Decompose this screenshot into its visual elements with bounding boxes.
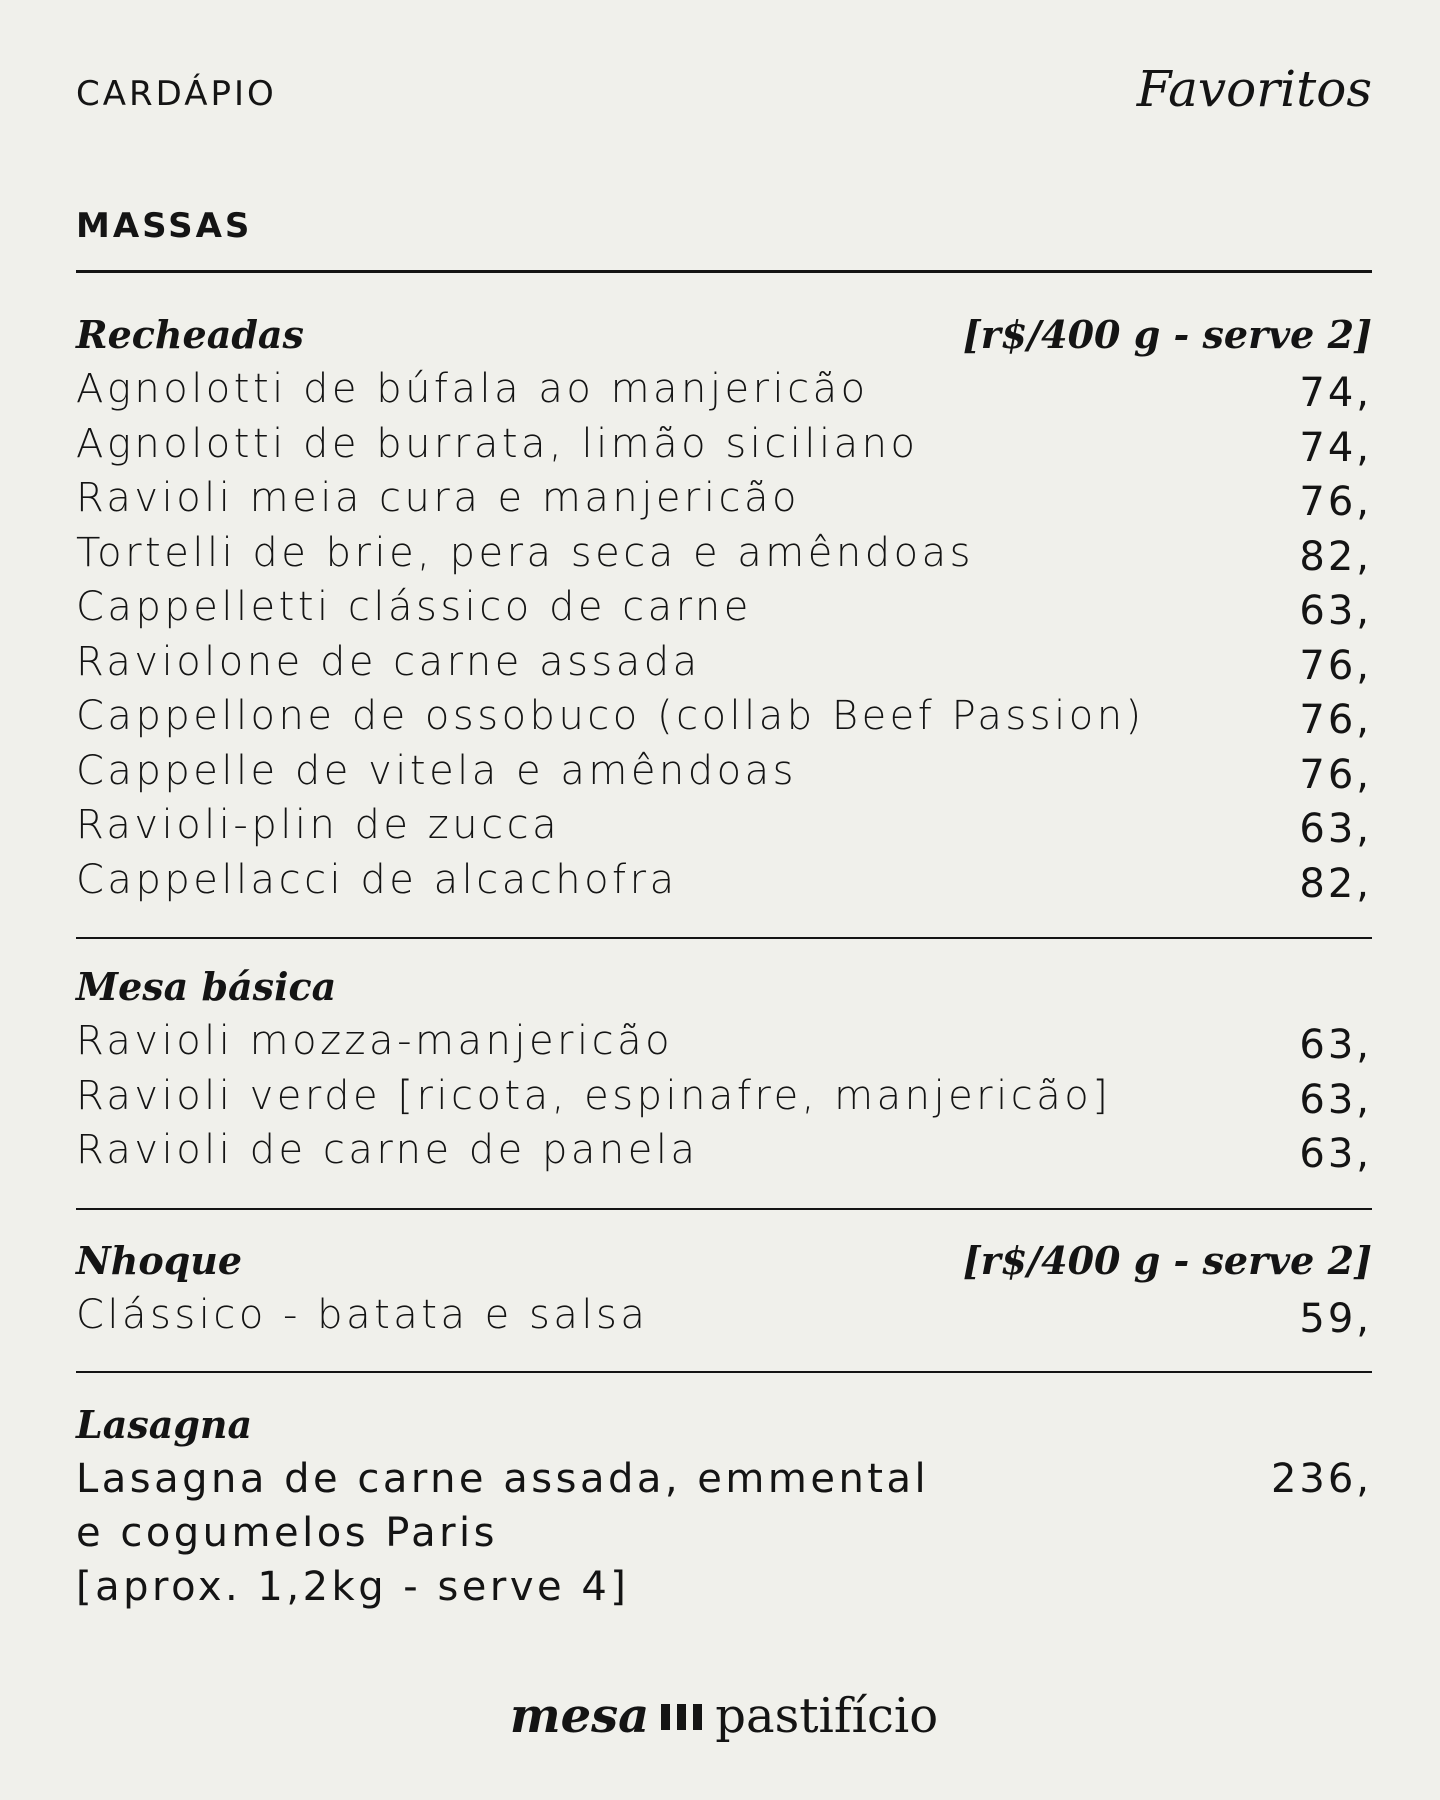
item-name-line: Lasagna de carne assada, emmental [76,1456,930,1502]
category-divider [76,1371,1372,1373]
logo-word-pastificio: pastifício [715,1688,939,1744]
menu-item [76,417,1372,472]
category-header [76,960,1372,1014]
category-name: Recheadas [76,312,304,357]
item-name: Ravioli meia cura e manjericão [76,475,800,521]
menu-item [76,1123,1372,1178]
menu-item [76,580,1372,635]
category-price-note: [r$/400 g - serve 2] [962,312,1372,357]
menu-label: CARDÁPIO [76,74,277,114]
menu-item [76,1014,1372,1069]
item-price: 76, [1299,751,1372,798]
item-name [76,1452,929,1614]
section-title: MASSAS [76,206,253,246]
item-price: 63, [1299,588,1372,634]
page-title: Favoritos [1136,60,1372,118]
item-name: Ravioli-plin de zucca [76,802,561,848]
category-header [76,1234,1372,1288]
item-name-line: e cogumelos Paris [76,1510,498,1556]
item-list [76,1014,1372,1178]
top-bar [76,60,1372,140]
menu-item [76,362,1372,417]
section-divider [76,270,1372,273]
item-list [76,1288,1372,1343]
item-price: 74, [1299,424,1372,471]
menu-item [76,471,1372,526]
category-divider [76,1208,1372,1210]
logo-bars-icon [661,1704,703,1730]
menu-item [76,635,1372,690]
brand-logo [76,1686,1372,1746]
category-mesa-basica [76,960,1372,1178]
menu-item [76,1288,1372,1343]
item-price: 82, [1299,533,1372,580]
category-price-note: [r$/400 g - serve 2] [962,1238,1372,1283]
item-price: 63, [1299,1076,1372,1123]
category-name: Mesa básica [76,964,337,1009]
item-list [76,1452,1372,1614]
item-price: 76, [1299,642,1372,689]
item-name: Tortelli de brie, pera seca e amêndoas [76,529,974,576]
category-header [76,1398,1372,1452]
menu-item [76,853,1372,908]
item-name: Ravioli verde [ricota, espinafre, manjericão] [76,1072,1112,1119]
item-name: Cappelletti clássico de carne [76,584,752,630]
category-name: Lasagna [76,1402,253,1447]
item-name-line: [aprox. 1,2kg - serve 4] [76,1564,630,1610]
item-price: 236, [1270,1456,1372,1502]
item-price: 63, [1299,1131,1372,1177]
item-name: Cappellacci de alcachofra [76,856,678,903]
item-name: Cappelle de vitela e amêndoas [76,747,797,794]
item-name: Ravioli mozza-manjericão [76,1018,674,1064]
category-header [76,308,1372,362]
item-name: Agnolotti de búfala ao manjericão [76,366,869,412]
item-price: 76, [1299,697,1372,743]
item-price: 74, [1299,370,1372,416]
item-price: 63, [1299,806,1372,852]
category-divider [76,937,1372,939]
item-price: 82, [1299,860,1372,907]
item-name: Agnolotti de burrata, limão siciliano [76,420,919,467]
category-nhoque [76,1234,1372,1343]
menu-item [76,744,1372,799]
category-lasagna [76,1398,1372,1614]
menu-item [76,1069,1372,1124]
item-name: Cappellone de ossobuco (collab Beef Passion) [76,693,1145,739]
menu-item [76,526,1372,581]
item-price: 76, [1299,479,1372,525]
menu-item [76,798,1372,853]
menu-page [76,0,1372,1800]
menu-item [76,689,1372,744]
item-name: Ravioli de carne de panela [76,1127,699,1173]
category-recheadas [76,308,1372,907]
logo-word-mesa: mesa [509,1688,650,1744]
item-name: Clássico - batata e salsa [76,1292,649,1338]
menu-item [76,1452,1372,1614]
item-price: 59, [1299,1296,1372,1342]
item-price: 63, [1299,1022,1372,1068]
category-name: Nhoque [76,1238,243,1283]
item-list [76,362,1372,907]
item-name: Raviolone de carne assada [76,638,701,685]
